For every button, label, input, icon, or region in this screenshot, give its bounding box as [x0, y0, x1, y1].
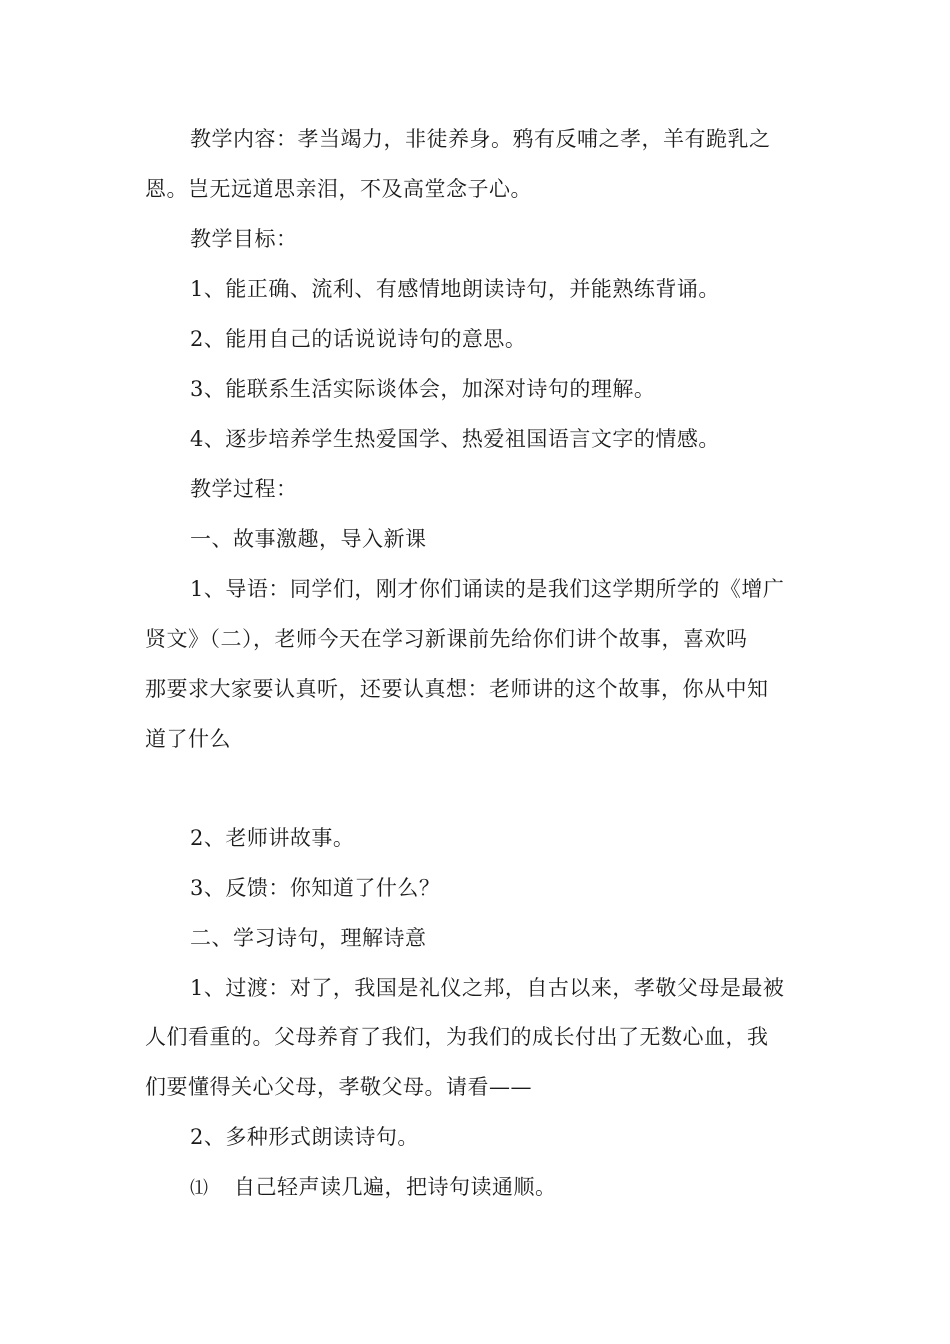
paragraph-line: 2、多种形式朗读诗句。	[190, 1125, 419, 1149]
paragraph-line: 1、导语：同学们，刚才你们诵读的是我们这学期所学的《增广	[190, 577, 785, 601]
objective-item: 4、逐步培养学生热爱国学、热爱祖国语言文字的情感。	[190, 427, 720, 451]
item-marker: ⑴	[190, 1178, 209, 1199]
numbered-item	[190, 1172, 557, 1204]
paragraph-line: 恩。岂无远道思亲泪，不及高堂念子心。	[145, 177, 532, 201]
objective-item: 3、能联系生活实际谈体会，加深对诗句的理解。	[190, 377, 656, 401]
item-text: 自己轻声读几遍，把诗句读通顺。	[234, 1175, 557, 1199]
section-heading: 教学目标：	[190, 227, 298, 251]
paragraph-line: 1、过渡：对了，我国是礼仪之邦，自古以来，孝敬父母是最被	[190, 976, 785, 1000]
subsection-heading: 二、学习诗句，理解诗意	[190, 926, 427, 950]
paragraph-line: 人们看重的。父母养育了我们，为我们的成长付出了无数心血，我	[145, 1025, 769, 1049]
paragraph-line: 们要懂得关心父母，孝敬父母。请看——	[145, 1075, 532, 1099]
paragraph-line: 2、老师讲故事。	[190, 826, 355, 850]
paragraph-line: 教学内容：孝当竭力，非徒养身。鸦有反哺之孝，羊有跪乳之	[190, 127, 771, 151]
objective-item: 2、能用自己的话说说诗句的意思。	[190, 327, 527, 351]
paragraph-line: 贤文》（二），老师今天在学习新课前先给你们讲个故事，喜欢吗	[145, 627, 748, 651]
paragraph-line: 道了什么	[145, 727, 231, 751]
paragraph-line: 3、反馈：你知道了什么？	[190, 876, 441, 900]
section-heading: 教学过程：	[190, 477, 298, 501]
paragraph-line: 那要求大家要认真听，还要认真想：老师讲的这个故事，你从中知	[145, 677, 769, 701]
subsection-heading: 一、故事激趣，导入新课	[190, 527, 427, 551]
objective-item: 1、能正确、流利、有感情地朗读诗句，并能熟练背诵。	[190, 277, 720, 301]
